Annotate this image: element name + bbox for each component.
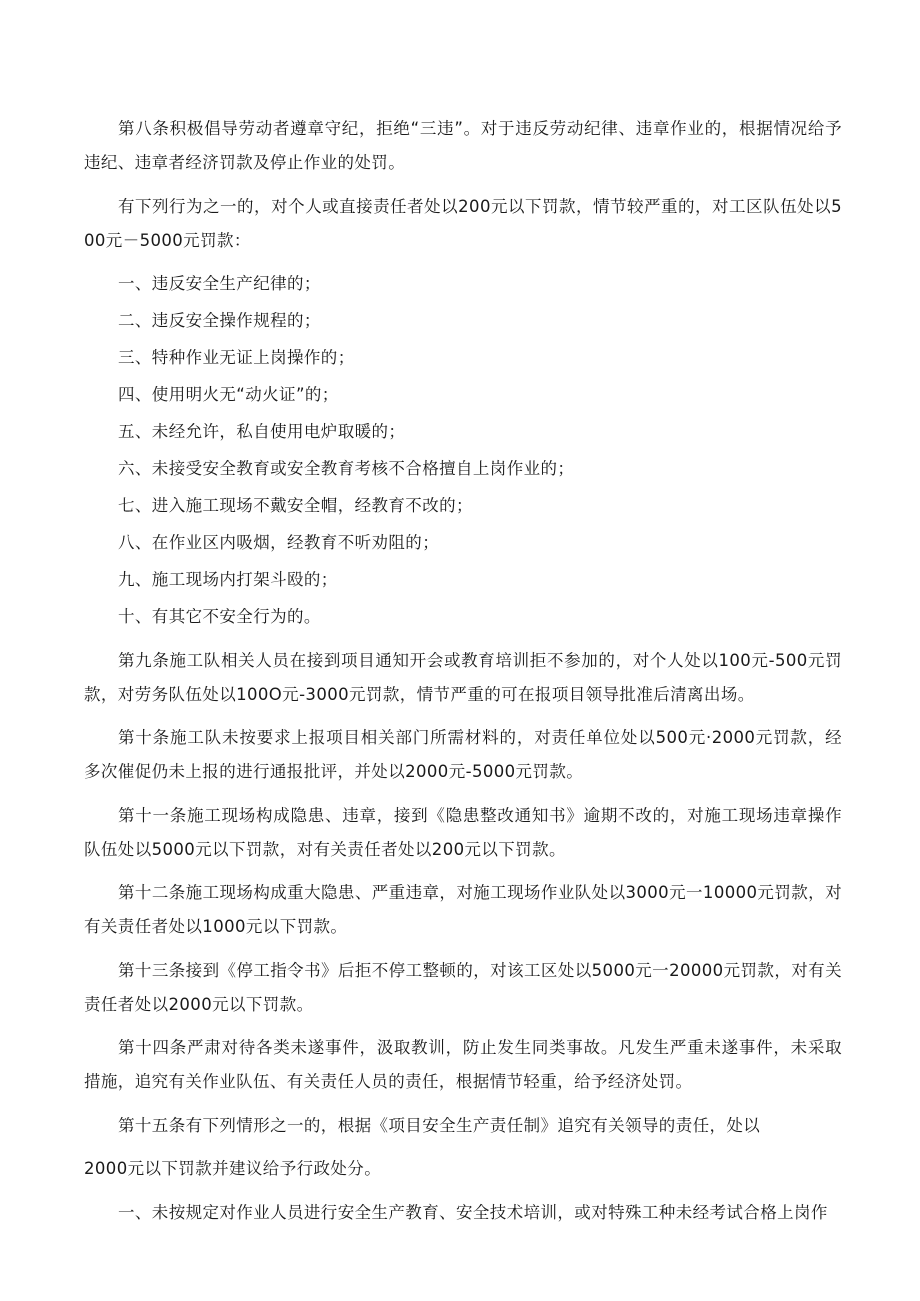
paragraph-article-12: 第十二条施工现场构成重大隐患、严重违章，对施工现场作业队处以3000元一10000元罚款，对有关责任者处以1000元以下罚款。 [84,883,842,936]
paragraph-article-15: 第十五条有下列情形之一的，根据《项目安全生产责任制》追究有关领导的责任，处以 [118,1115,761,1135]
list-item-1: 一、违反安全生产纪律的； [118,274,321,293]
list-item-9: 九、施工现场内打架斗殴的； [118,570,338,589]
paragraph-article-14: 第十四条严肃对待各类未遂事件，汲取教训，防止发生同类事故。凡发生严重未遂事件，未采取措施，追究有关作业队伍、有关责任人员的责任，根据情节轻重，给予经济处罚。 [84,1038,842,1091]
paragraph-penalty-intro: 有下列行为之一的，对个人或直接责任者处以200元以下罚款，情节较严重的，对工区队伍处以500元－5000元罚款： [84,196,842,250]
paragraph-article-8: 第八条积极倡导劳动者遵章守纪，拒绝“三违”。对于违反劳动纪律、违章作业的，根据情况给予违纪、违章者经济罚款及停止作业的处罚。 [84,119,842,172]
list-item-8: 八、在作业区内吸烟，经教育不听劝阻的； [118,533,440,552]
paragraph-article-11: 第十一条施工现场构成隐患、违章，接到《隐患整改通知书》逾期不改的，对施工现场违章操作队伍处以5000元以下罚款，对有关责任者处以200元以下罚款。 [84,805,842,859]
document-body [84,112,842,1239]
list-item-2: 二、违反安全操作规程的； [118,311,321,330]
list-item-3: 三、特种作业无证上岗操作的； [118,348,355,367]
list-item-5: 五、未经允许，私自使用电炉取暖的； [118,422,406,441]
paragraph-article-15-continuation: 2000元以下罚款并建议给予行政处分。 [84,1159,382,1178]
list-item-6: 六、未接受安全教育或安全教育考核不合格擅自上岗作业的； [118,459,575,478]
list-item-7: 七、进入施工现场不戴安全帽，经教育不改的； [118,496,473,515]
list-item-4: 四、使用明火无“动火证”的； [118,385,339,404]
paragraph-article-10: 第十条施工队未按要求上报项目相关部门所需材料的，对责任单位处以500元·2000元罚款，经多次催促仍未上报的进行通报批评，并处以2000元-5000元罚款。 [84,728,842,781]
paragraph-article-15-item-1: 一、未按规定对作业人员进行安全生产教育、安全技术培训，或对特殊工种未经考试合格上岗作 [118,1202,828,1222]
paragraph-article-13: 第十三条接到《停工指令书》后拒不停工整顿的，对该工区处以5000元一20000元罚款，对有关责任者处以2000元以下罚款。 [84,960,842,1014]
paragraph-article-9: 第九条施工队相关人员在接到项目通知开会或教育培训拒不参加的，对个人处以100元-500元罚款，对劳务队伍处以100O元-3000元罚款，情节严重的可在报项目领导批准后清离出场。 [84,650,842,704]
list-item-10: 十、有其它不安全行为的。 [118,607,321,626]
